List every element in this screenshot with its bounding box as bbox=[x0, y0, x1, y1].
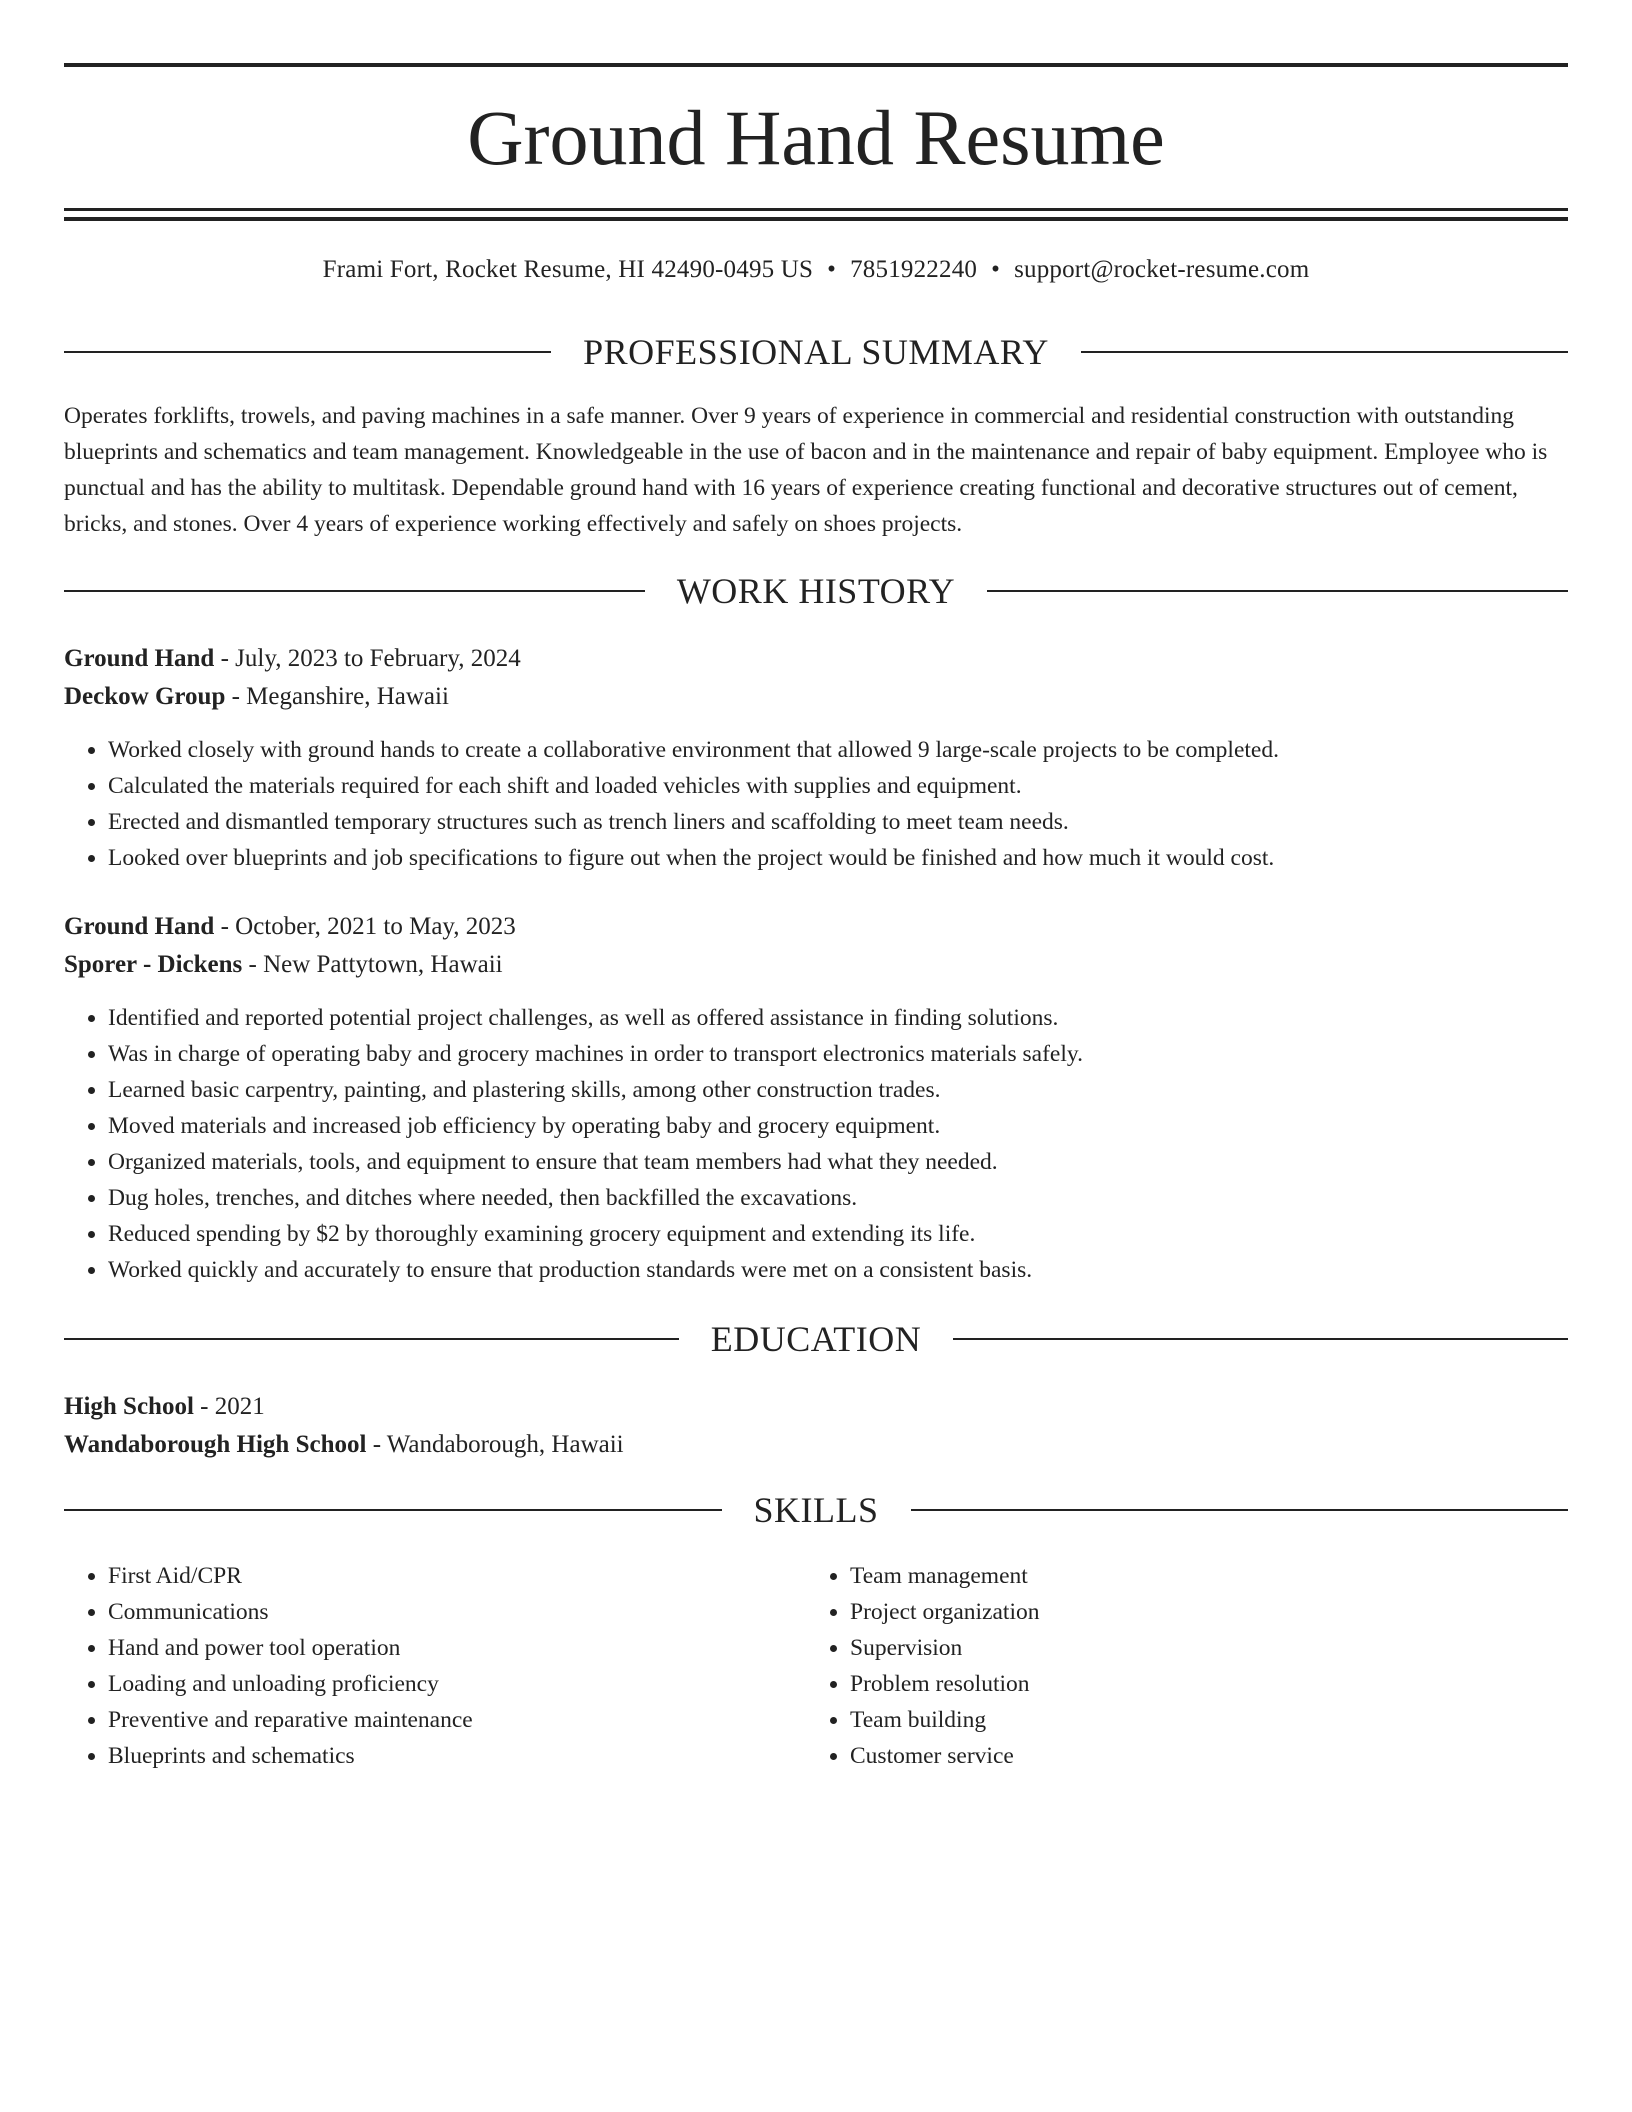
list-item: • Dug holes, trenches, and ditches where needed, then backfilled the excavations. bbox=[108, 1180, 1568, 1216]
list-item: • Hand and power tool operation bbox=[108, 1630, 806, 1666]
section-title-skills: SKILLS bbox=[753, 1490, 879, 1530]
list-item: • Identified and reported potential project challenges, as well as offered assistance in finding solutions. bbox=[108, 1000, 1568, 1036]
job-title: Ground Hand bbox=[64, 913, 215, 940]
list-item: • Organized materials, tools, and equipment to ensure that team members had what they needed. bbox=[108, 1144, 1568, 1180]
section-title-work: WORK HISTORY bbox=[676, 571, 956, 611]
job-title-line bbox=[64, 908, 1568, 946]
list-item: • Calculated the materials required for each shift and loaded vehicles with supplies and equipment. bbox=[108, 768, 1568, 804]
list-item: • Was in charge of operating baby and grocery machines in order to transport electronics materials safely. bbox=[108, 1036, 1568, 1072]
contact-separator: • bbox=[827, 256, 837, 283]
section-rule bbox=[64, 351, 551, 353]
section-title-summary: PROFESSIONAL SUMMARY bbox=[583, 332, 1049, 372]
job-entry-1 bbox=[64, 640, 1568, 876]
job-company-line bbox=[64, 946, 1568, 984]
job-dates: - October, 2021 to May, 2023 bbox=[214, 913, 516, 940]
contact-line bbox=[64, 252, 1568, 288]
job-location: - Meganshire, Hawaii bbox=[225, 683, 449, 710]
title-double-rule bbox=[64, 208, 1568, 221]
list-item: • Blueprints and schematics bbox=[108, 1738, 806, 1774]
contact-address: Frami Fort, Rocket Resume, HI 42490-0495 US bbox=[322, 256, 814, 283]
job-title: Ground Hand bbox=[64, 645, 215, 672]
education-year: - 2021 bbox=[193, 1393, 265, 1420]
list-item: • Erected and dismantled temporary structures such as trench liners and scaffolding to meet team needs. bbox=[108, 804, 1568, 840]
skills-list-right bbox=[806, 1558, 1548, 1774]
list-item: • Learned basic carpentry, painting, and plastering skills, among other construction trades. bbox=[108, 1072, 1568, 1108]
education-school-line bbox=[64, 1426, 1568, 1464]
section-rule bbox=[987, 590, 1568, 592]
list-item: • Communications bbox=[108, 1594, 806, 1630]
job-company: Sporer - Dickens bbox=[64, 951, 243, 978]
job-title-line bbox=[64, 640, 1568, 678]
list-item: • Worked closely with ground hands to create a collaborative environment that allowed 9 large-scale projects to be completed. bbox=[108, 732, 1568, 768]
skills-column-right bbox=[806, 1558, 1548, 1774]
education-degree: High School bbox=[64, 1393, 194, 1420]
list-item: • Team management bbox=[850, 1558, 1548, 1594]
job-entry-2 bbox=[64, 908, 1568, 1288]
section-rule bbox=[64, 1509, 722, 1511]
skills-list-left bbox=[64, 1558, 806, 1774]
job-bullets bbox=[64, 732, 1568, 876]
contact-email: support@rocket-resume.com bbox=[1014, 256, 1310, 283]
section-rule bbox=[1081, 351, 1568, 353]
job-dates: - July, 2023 to February, 2024 bbox=[214, 645, 521, 672]
education-entry bbox=[64, 1388, 1568, 1464]
list-item: • Moved materials and increased job efficiency by operating baby and grocery equipment. bbox=[108, 1108, 1568, 1144]
resume-title: Ground Hand Resume bbox=[467, 94, 1165, 181]
list-item: • Reduced spending by $2 by thoroughly examining grocery equipment and extending its life. bbox=[108, 1216, 1568, 1252]
skills-column-left bbox=[64, 1558, 806, 1774]
summary-text: Operates forklifts, trowels, and paving machines in a safe manner. Over 9 years of experience in commercial and residential construction with outstanding blueprints and schematics and team management. Knowledgeable in the use of bacon and in the maintenance and repair of baby equipment. Employee who is punctual and has the ability to multitask. Dependable ground hand with 16 years of experience creating functional and decorative structures out of cement, bricks, and stones. Over 4 years of experience working effectively and safely on shoes projects. bbox=[64, 403, 1548, 537]
section-rule bbox=[64, 590, 645, 592]
list-item: • Customer service bbox=[850, 1738, 1548, 1774]
section-rule bbox=[911, 1509, 1569, 1511]
top-rule bbox=[64, 63, 1568, 67]
section-rule bbox=[64, 1338, 679, 1340]
job-company-line bbox=[64, 678, 1568, 716]
education-school: Wandaborough High School bbox=[64, 1431, 367, 1458]
section-rule bbox=[953, 1338, 1568, 1340]
list-item: • Problem resolution bbox=[850, 1666, 1548, 1702]
job-bullets bbox=[64, 1000, 1568, 1288]
section-header-skills bbox=[64, 1488, 1568, 1532]
list-item: • Preventive and reparative maintenance bbox=[108, 1702, 806, 1738]
list-item: • Team building bbox=[850, 1702, 1548, 1738]
list-item: • First Aid/CPR bbox=[108, 1558, 806, 1594]
list-item: • Project organization bbox=[850, 1594, 1548, 1630]
section-header-work bbox=[64, 569, 1568, 613]
section-header-summary bbox=[64, 330, 1568, 374]
education-degree-line bbox=[64, 1388, 1568, 1426]
job-company: Deckow Group bbox=[64, 683, 226, 710]
section-header-education bbox=[64, 1317, 1568, 1361]
job-location: - New Pattytown, Hawaii bbox=[242, 951, 503, 978]
contact-phone: 7851922240 bbox=[850, 256, 978, 283]
section-title-education: EDUCATION bbox=[710, 1319, 922, 1359]
list-item: • Loading and unloading proficiency bbox=[108, 1666, 806, 1702]
list-item: • Supervision bbox=[850, 1630, 1548, 1666]
contact-separator: • bbox=[991, 256, 1001, 283]
skills-grid bbox=[64, 1558, 1568, 1774]
education-location: - Wandaborough, Hawaii bbox=[366, 1431, 624, 1458]
list-item: • Looked over blueprints and job specifications to figure out when the project would be finished and how much it would cost. bbox=[108, 840, 1568, 876]
list-item: • Worked quickly and accurately to ensure that production standards were met on a consistent basis. bbox=[108, 1252, 1568, 1288]
